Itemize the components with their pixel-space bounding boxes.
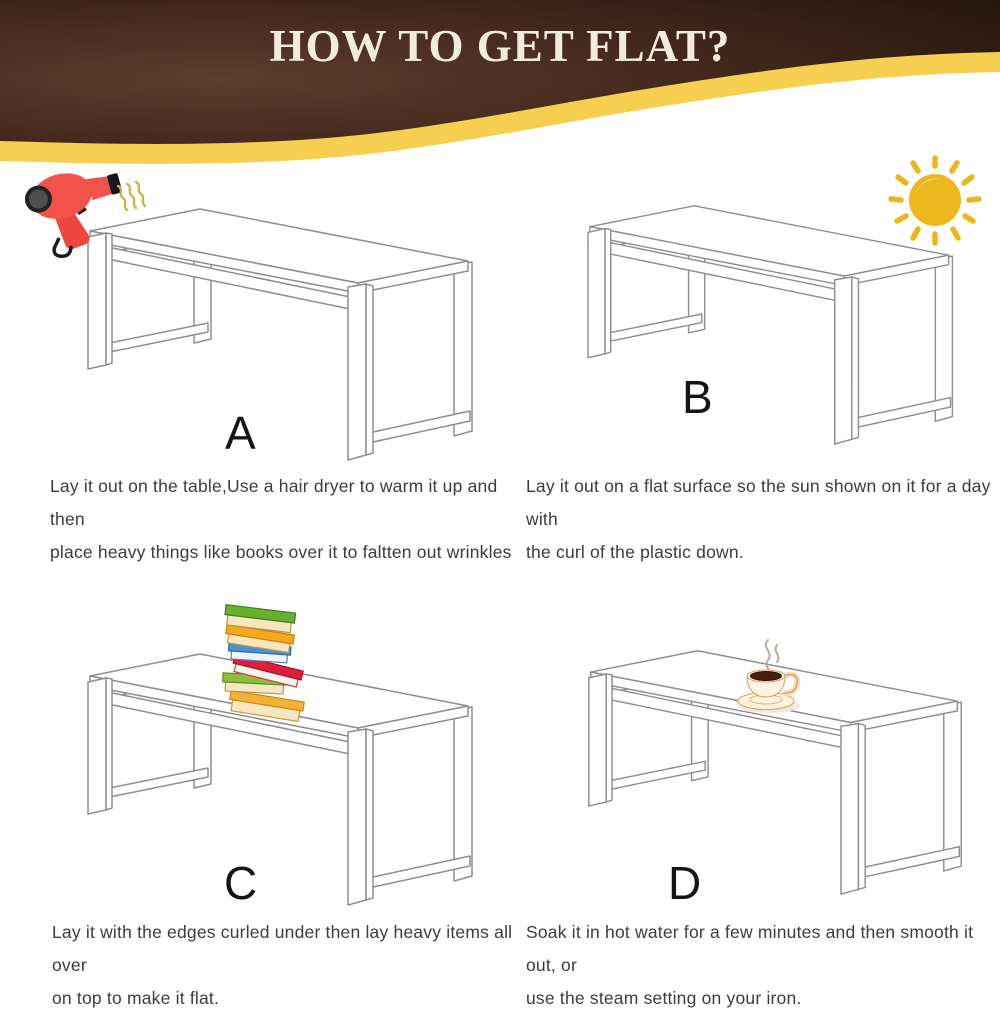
panel-label-b: B [682,371,713,423]
panel-label-a: A [225,407,256,459]
caption-c-line2: on top to make it flat. [52,988,220,1008]
caption-a-line2: place heavy things like books over it to faltten out wrinkles [50,542,512,562]
page-title: HOW TO GET FLAT? [269,21,731,71]
panel-label-c: C [224,857,258,909]
books-stack-icon [220,598,318,720]
heat-waves [118,182,145,210]
caption-d [526,916,996,1015]
caption-b [526,470,996,569]
caption-c-line1: Lay it with the edges curled under then lay heavy items all over [52,922,513,975]
caption-d-line1: Soak it in hot water for a few minutes and then smooth it out, or [526,922,974,975]
caption-d-line2: use the steam setting on your iron. [526,988,802,1008]
caption-b-line1: Lay it out on a flat surface so the sun shown on it for a day with [526,476,991,529]
caption-a [50,470,520,569]
caption-a-line1: Lay it out on the table,Use a hair dryer to warm it up and then [50,476,498,529]
panel-label-d: D [668,857,702,909]
caption-b-line2: the curl of the plastic down. [526,542,744,562]
hair-dryer-icon [15,156,150,256]
caption-c [52,916,522,1015]
coffee-cup-icon [724,636,810,720]
sun-icon [885,152,985,252]
